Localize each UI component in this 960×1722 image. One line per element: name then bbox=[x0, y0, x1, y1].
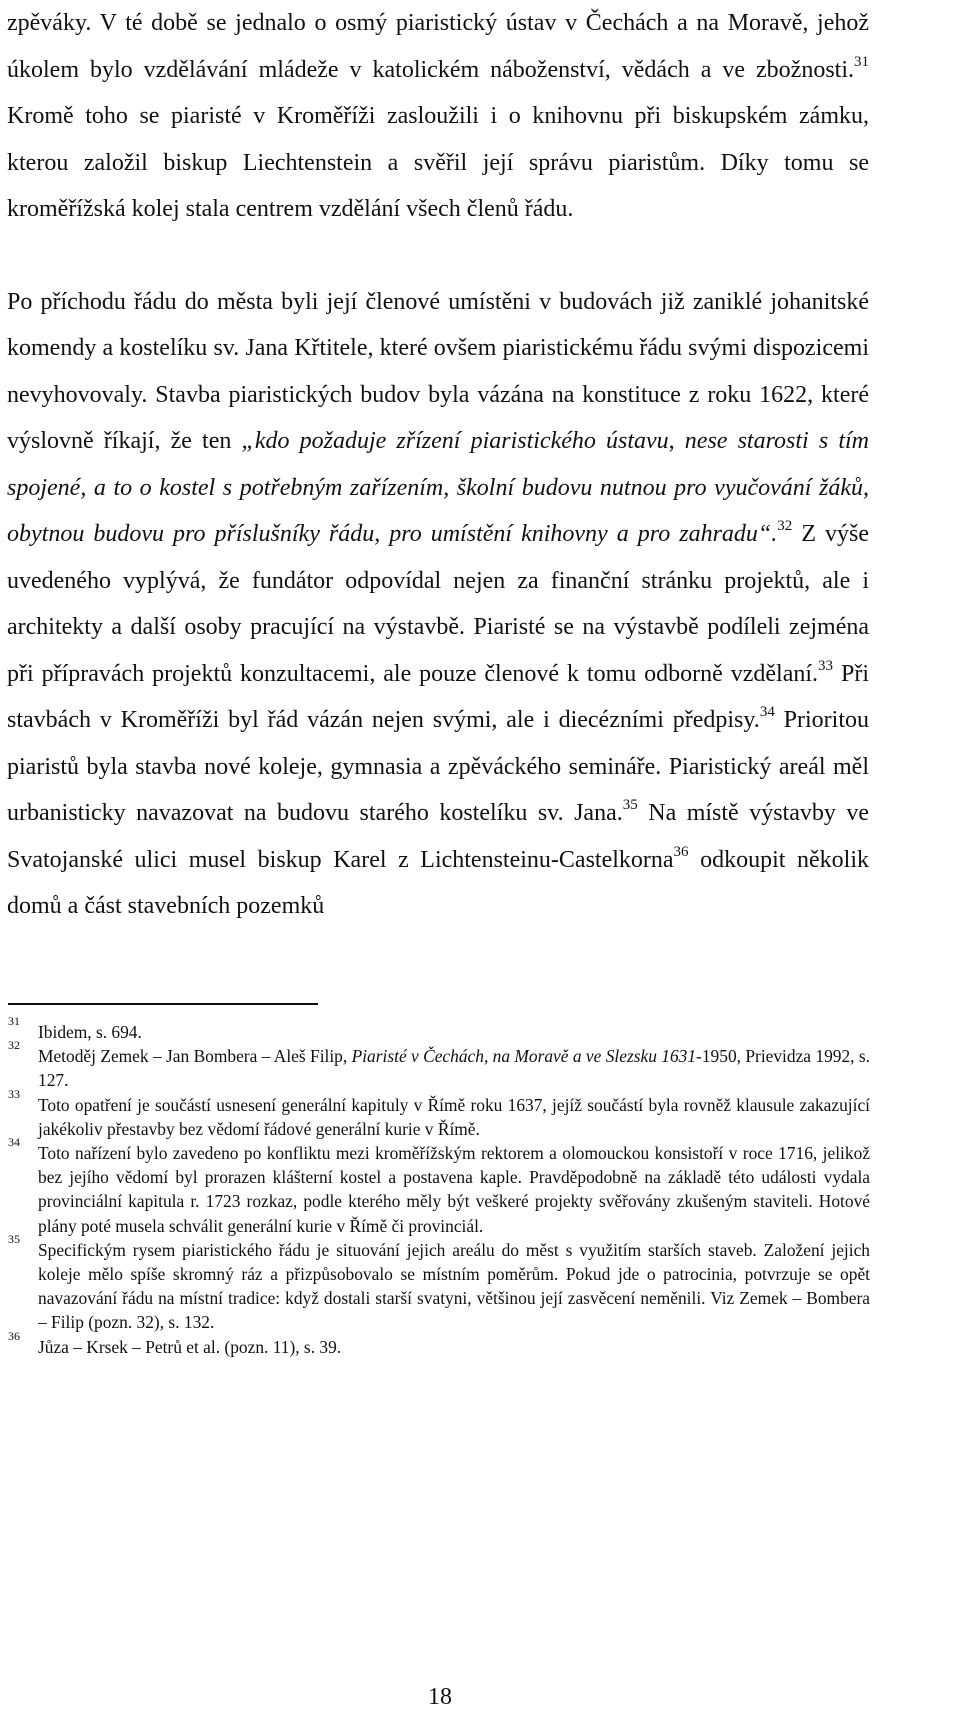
footnote-number: 32 bbox=[8, 1038, 20, 1053]
paragraph-2 bbox=[7, 279, 869, 930]
footnote-reference: 32 bbox=[777, 518, 793, 534]
footnote-text bbox=[38, 1143, 870, 1236]
text-run: Prioritou piaristů byla stavba nové koleje, gymnasia a zpěváckého semináře. Piaristický areál měl urbanisticky navazovat na budovu starého kostelíku sv. Jana. bbox=[7, 707, 869, 826]
footnote-text bbox=[38, 1240, 870, 1333]
text-run: Toto opatření je součástí usnesení generální kapituly v Římě roku 1637, jejíž součástí byla rovněž klausule zakazující jakékoliv přestavby bez vědomí řádové generální kurie v Římě. bbox=[38, 1094, 870, 1139]
text-run: 1950, Prievidza 1992, s. 127. bbox=[38, 1046, 870, 1091]
body-text bbox=[7, 0, 869, 930]
footnote bbox=[8, 1135, 870, 1238]
paragraph-1 bbox=[7, 0, 869, 233]
text-run: Ibidem, s. 694. bbox=[38, 1022, 142, 1042]
footnote-text bbox=[38, 1022, 142, 1042]
text-run: odkoupit několik domů a část stavebních pozemků bbox=[7, 846, 869, 919]
footnote-number: 35 bbox=[8, 1231, 20, 1246]
footnote-reference: 31 bbox=[854, 53, 869, 70]
italic-quote: „kdo požaduje zřízení piaristického ústavu, nese starosti s tím spojené, a to o kostel s potřebným zařízením, školní budovu nutnou pro vyučování žáků, obytnou budovu pro příslušníky řádu, pro umístění knihovny a pro zahradu“. bbox=[7, 428, 869, 547]
footnote bbox=[8, 1086, 870, 1141]
italic-quote: Piaristé v Čechách, na Moravě a ve Slezsku 1631- bbox=[351, 1046, 702, 1067]
text-run: Metoděj Zemek – Jan Bombera – Aleš Filip, bbox=[38, 1046, 352, 1067]
footnote-reference: 35 bbox=[622, 797, 638, 813]
text-run: zpěváky. V té době se jednalo o osmý piaristický ústav v Čechách a na Moravě, jehož úkolem bylo vzdělávání mládeže v katolickém náboženství, vědách a ve zbožnosti. bbox=[7, 10, 869, 83]
footnote bbox=[8, 1328, 870, 1359]
footnotes bbox=[8, 1014, 870, 1359]
footnote-reference: 33 bbox=[818, 657, 834, 674]
footnote-number: 31 bbox=[8, 1014, 20, 1028]
text-run: Toto nařízení bylo zavedeno po konfliktu mezi kroměřížským rektorem a olomouckou konsistoří v roce 1716, jelikož bez jejího vědomí byl prorazen klášterní kostel a postavena kaple. Pravděpodobně na základě této události vydala provinciální kapitula r. 1723 rozkaz, podle kterého měly být veškeré projekty svěřovány zkušeným staviteli. Hotové plány poté musela schválit generální kurie v Římě či provinciál. bbox=[38, 1143, 870, 1236]
footnote-separator bbox=[8, 1003, 318, 1005]
text-run: Z výše uvedeného vyplývá, že fundátor odpovídal nejen za finanční stránku projektů, ale i architekty a další osoby pracující na výstavbě. Piaristé se na výstavbě podíleli zejména při přípravách projektů konzultacemi, ale pouze členové k tomu odborně vzdělaní. bbox=[7, 521, 869, 687]
footnote-number: 34 bbox=[8, 1135, 20, 1150]
footnote-number: 33 bbox=[8, 1086, 20, 1101]
footnote-reference: 36 bbox=[673, 843, 689, 860]
footnote bbox=[8, 1038, 870, 1092]
page-number: 18 bbox=[428, 1684, 452, 1710]
text-run: Při stavbách v Kroměříži byl řád vázán nejen svými, ale i diecézními předpisy. bbox=[7, 660, 869, 733]
text-run: Specifickým rysem piaristického řádu je situování jejich areálu do měst s využitím starších staveb. Založení jejich koleje mělo spíše skromný ráz a přizpůsobovalo se místním poměrům. Pokud jde o patrocinia, potvrzuje se opět navazování řádu na místní tradice: když dostali starší svatyni, většinou její zasvěcení neměnili. Viz Zemek – Bombera – Filip (pozn. 32), s. 132. bbox=[38, 1239, 870, 1333]
footnote-text bbox=[38, 1337, 341, 1357]
footnote bbox=[8, 1231, 870, 1335]
footnote-text bbox=[38, 1046, 870, 1090]
footnote bbox=[8, 1014, 870, 1044]
footnote-number: 36 bbox=[8, 1328, 20, 1343]
footnote-reference: 34 bbox=[759, 704, 775, 720]
footnote-text bbox=[38, 1095, 870, 1139]
text-run: Po příchodu řádu do města byli její členové umístěni v budovách již zaniklé johanitské komendy a kostelíku sv. Jana Křtitele, které ovšem piaristickému řádu svými dispozicemi nevyhovovaly. Stavba piaristických budov byla vázána na konstituce z roku 1622, které výslovně říkají, že ten bbox=[7, 288, 869, 454]
text-run: Na místě výstavby ve Svatojanské ulici musel biskup Karel z Lichtensteinu-Castelkorna bbox=[7, 800, 870, 873]
text-run: Jůza – Krsek – Petrů et al. (pozn. 11), s. 39. bbox=[38, 1336, 342, 1357]
text-run: Kromě toho se piaristé v Kroměříži zasloužili i o knihovnu při biskupském zámku, kterou založil biskup Liechtenstein a svěřil její správu piaristům. Díky tomu se kroměřížská kolej stala centrem vzdělání všech členů řádu. bbox=[7, 103, 869, 222]
